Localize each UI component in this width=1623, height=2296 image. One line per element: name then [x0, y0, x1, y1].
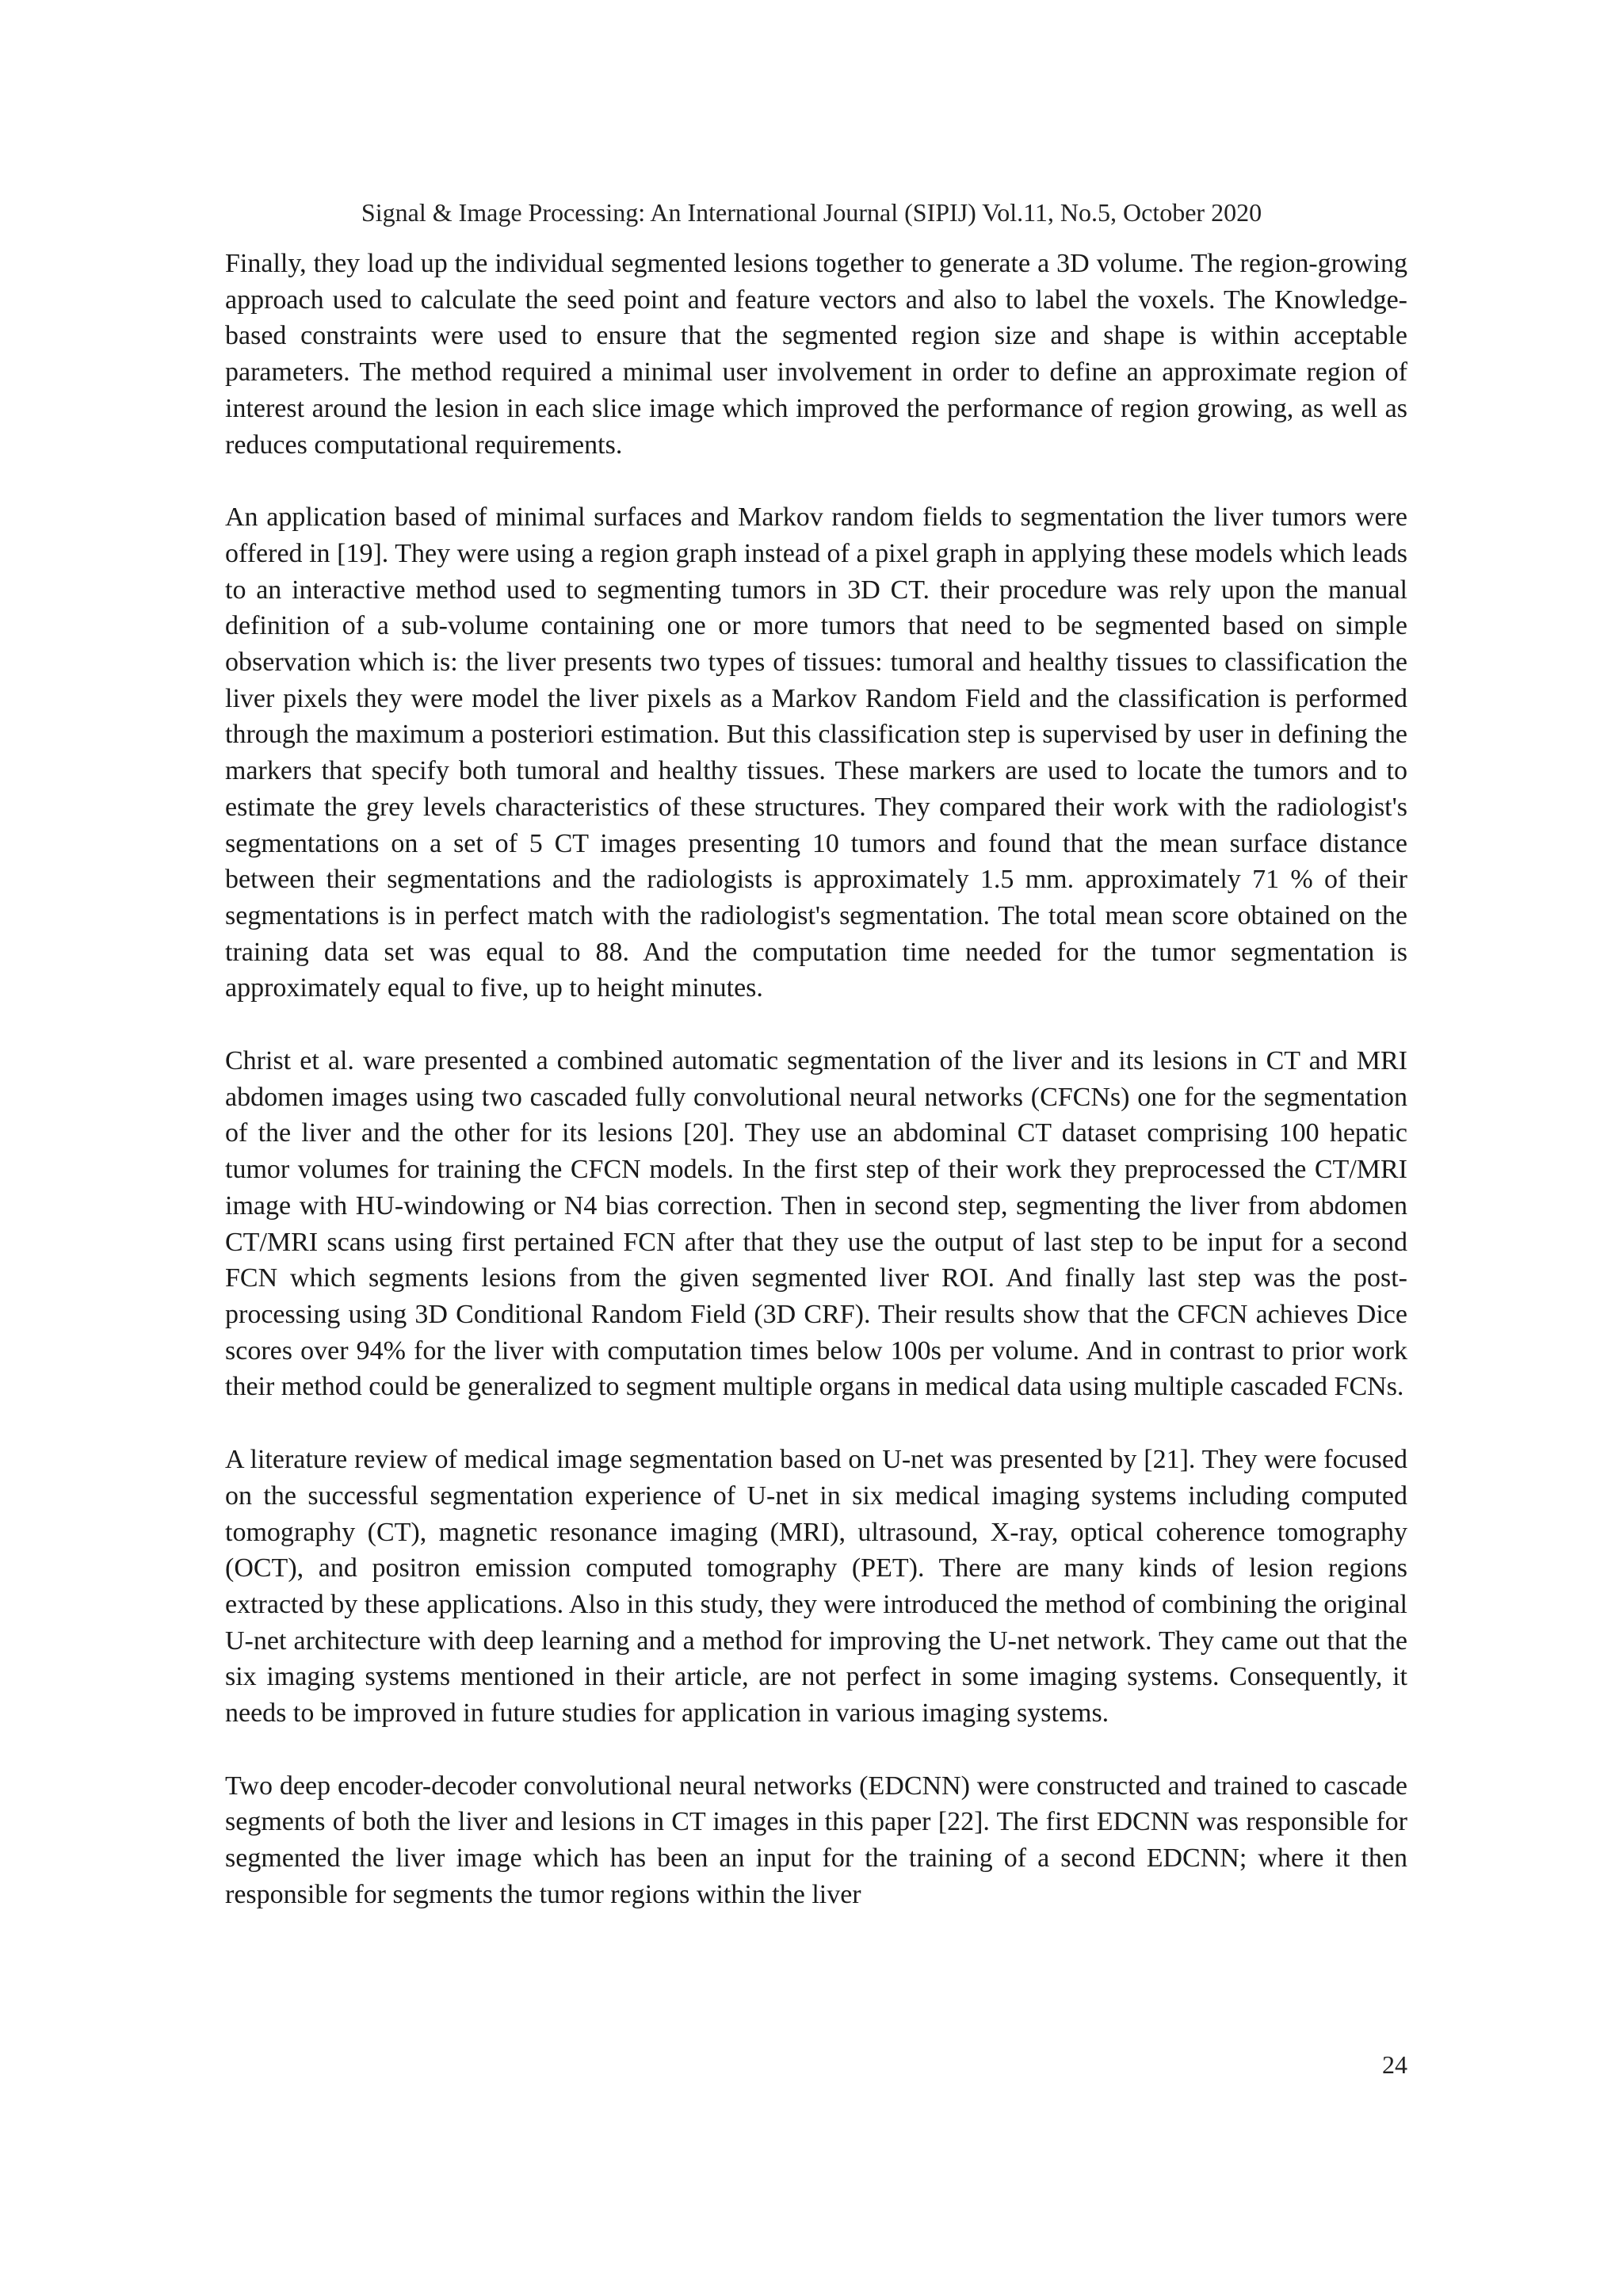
paragraph-markov-random-fields: An application based of minimal surfaces and Markov random fields to segmentation the liver tumors were offered in [19]. They were using a region graph instead of a pixel graph in applying these models which leads to an interactive method used to segmenting tumors in 3D CT. their procedure was rely upon the manual definition of a sub-volume containing one or more tumors that need to be segmented based on simple observation which is: the liver presents two types of tissues: tumoral and healthy tissues to classification the liver pixels they were model the liver pixels as a Markov Random Field and the classification is performed through the maximum a posteriori estimation. But this classification step is supervised by user in defining the markers that specify both tumoral and healthy tissues. These markers are used to locate the tumors and to estimate the grey levels characteristics of these structures. They compared their work with the radiologist's segmentations on a set of 5 CT images presenting 10 tumors and found that the mean surface distance between their segmentations and the radiologists is approximately 1.5 mm. approximately 71 % of their segmentations is in perfect match with the radiologist's segmentation. The total mean score obtained on the training data set was equal to 88. And the computation time needed for the tumor segmentation is approximately equal to five, up to height minutes. [225, 502, 1407, 1003]
paragraph-unet-review: A literature review of medical image segmentation based on U-net was presented by [21]. They were focused on the successful segmentation experience of U-net in six medical imaging systems including computed tomography (CT), magnetic resonance imaging (MRI), ultrasound, X-ray, optical coherence tomography (OCT), and positron emission computed tomography (PET). There are many kinds of lesion regions extracted by these applications. Also in this study, they were introduced the method of combining the original U-net architecture with deep learning and a method for improving the U-net network. They came out that the six imaging systems mentioned in their article, are not perfect in some imaging systems. Consequently, it needs to be improved in future studies for application in various imaging systems. [225, 1445, 1407, 1729]
body-text [225, 246, 1407, 1913]
paragraph-edcnn: Two deep encoder-decoder convolutional neural networks (EDCNN) were constructed and trained to cascade segments of both the liver and lesions in CT images in this paper [22]. The first EDCNN was responsible for segmented the liver image which has been an input for the training of a second EDCNN; where it then responsible for segments the tumor regions within the liver [225, 1771, 1407, 1909]
running-header: Signal & Image Processing: An International Journal (SIPIJ) Vol.11, No.5, October 2020 [361, 198, 1262, 227]
paragraph-region-growing: Finally, they load up the individual segmented lesions together to generate a 3D volume. The region-growing approach used to calculate the seed point and feature vectors and also to label the voxels. The Knowledge-based constraints were used to ensure that the segmented region size and shape is within acceptable parameters. The method required a minimal user involvement in order to define an approximate region of interest around the lesion in each slice image which improved the performance of region growing, as well as reduces computational requirements. [225, 249, 1407, 460]
page-number: 24 [1382, 2050, 1407, 2079]
paragraph-cascaded-fcn: Christ et al. ware presented a combined automatic segmentation of the liver and its lesions in CT and MRI abdomen images using two cascaded fully convolutional neural networks (CFCNs) one for the segmentation of the liver and the other for its lesions [20]. They use an abdominal CT dataset comprising 100 hepatic tumor volumes for training the CFCN models. In the first step of their work they preprocessed the CT/MRI image with HU-windowing or N4 bias correction. Then in second step, segmenting the liver from abdomen CT/MRI scans using first pertained FCN after that they use the output of last step to be input for a second FCN which segments lesions from the given segmented liver ROI. And finally last step was the post-processing using 3D Conditional Random Field (3D CRF). Their results show that the CFCN achieves Dice scores over 94% for the liver with computation times below 100s per volume. And in contrast to prior work their method could be generalized to segment multiple organs in medical data using multiple cascaded FCNs. [225, 1046, 1407, 1402]
